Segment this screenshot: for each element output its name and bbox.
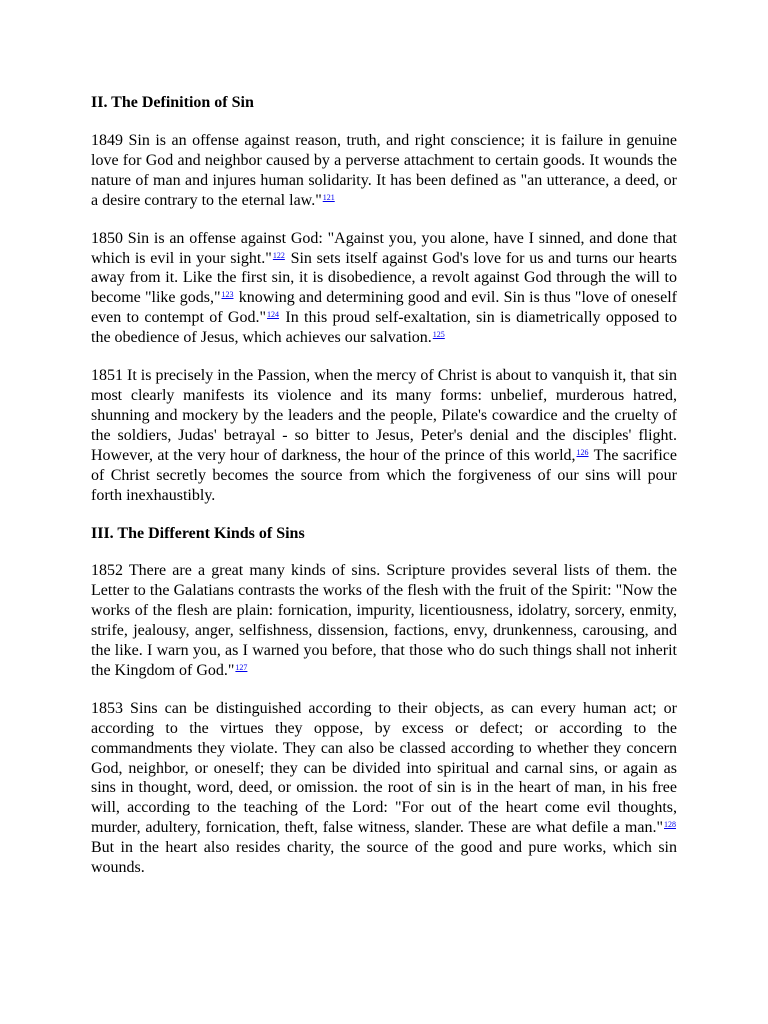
section-heading-different-kinds-of-sins: III. The Different Kinds of Sins bbox=[91, 525, 305, 543]
footnote-link-128[interactable]: 128 bbox=[664, 820, 676, 830]
paragraph-text: 1852 There are a great many kinds of sins. Scripture provides several lists of them. the Letter to the Galatians contrasts the works of the flesh with the fruit of the Spirit: "Now the works of the flesh are plain: fornication, impurity, licentiousness, idolatry, sorcery, enmity, strife, jealousy, anger, selfishness, dissension, factions, envy, drunkenness, carousing, and the like. I warn you, as I warned you before, that those who do such things shall not inherit the Kingdom of God." bbox=[91, 562, 677, 679]
paragraph-1850 bbox=[91, 229, 677, 348]
paragraph-text: But in the heart also resides charity, the source of the good and pure works, which sin wounds. bbox=[91, 839, 677, 877]
paragraph-1849 bbox=[91, 131, 677, 211]
paragraph-text: The sacrifice of Christ secretly becomes the source from which the forgiveness of our sins will pour forth inexhaustibly. bbox=[91, 446, 677, 504]
paragraph-text: 1849 Sin is an offense against reason, truth, and right conscience; it is failure in genuine love for God and neighbor caused by a perverse attachment to certain goods. It wounds the nature of man and injures human solidarity. It has been defined as "an utterance, a deed, or a desire contrary to the eternal law." bbox=[91, 132, 677, 209]
footnote-link-126[interactable]: 126 bbox=[576, 447, 589, 457]
paragraph-text: 1851 It is precisely in the Passion, when the mercy of Christ is about to vanquish it, that sin most clearly manifests its violence and its many forms: unbelief, murderous hatred, shunning and mockery by the leaders and the people, Pilate's cowardice and the cruelty of the soldiers, Judas' betrayal - so bitter to Jesus, Peter's denial and the disciples' flight. However, at the very hour of darkness, the hour of the prince of this world, bbox=[91, 367, 677, 464]
paragraph-text: knowing and determining good and evil. Sin is thus "love of oneself even to contempt of God." bbox=[91, 289, 677, 327]
footnote-link-127[interactable]: 127 bbox=[235, 662, 248, 672]
section-heading-definition-of-sin: II. The Definition of Sin bbox=[91, 94, 254, 111]
footnote-link-121[interactable]: 121 bbox=[322, 192, 335, 202]
footnote-link-124[interactable]: 124 bbox=[267, 310, 280, 320]
paragraph-text: 1850 Sin is an offense against God: "Against you, you alone, have I sinned, and done that which is evil in your sight." bbox=[91, 229, 677, 267]
paragraph-text: Sin sets itself against God's love for us and turns our hearts away from it. Like the first sin, it is disobedience, a revolt against God through the will to become "like gods," bbox=[91, 249, 677, 307]
paragraph-text: 1853 Sins can be distinguished according to their objects, as can every human act; or according to the virtues they oppose, by excess or defect; or according to the commandments they violate. They can also be classed according to whether they concern God, neighbor, or oneself; they can be divided into spiritual and carnal sins, or again as sins in thought, word, deed, or omission. the root of sin is in the heart of man, in his free will, according to the teaching of the Lord: "For out of the heart come evil thoughts, murder, adultery, fornication, theft, false witness, slander. These are what defile a man." bbox=[91, 699, 677, 837]
paragraph-text: In this proud self-exaltation, sin is diametrically opposed to the obedience of Jesus, which achieves our salvation. bbox=[91, 309, 677, 347]
paragraph-1852 bbox=[91, 561, 677, 680]
footnote-link-122[interactable]: 122 bbox=[272, 250, 285, 260]
footnote-link-123[interactable]: 123 bbox=[221, 290, 234, 300]
paragraph-1853 bbox=[91, 699, 677, 878]
paragraph-1851 bbox=[91, 366, 677, 505]
footnote-link-125[interactable]: 125 bbox=[432, 330, 445, 340]
document-page bbox=[91, 92, 677, 896]
